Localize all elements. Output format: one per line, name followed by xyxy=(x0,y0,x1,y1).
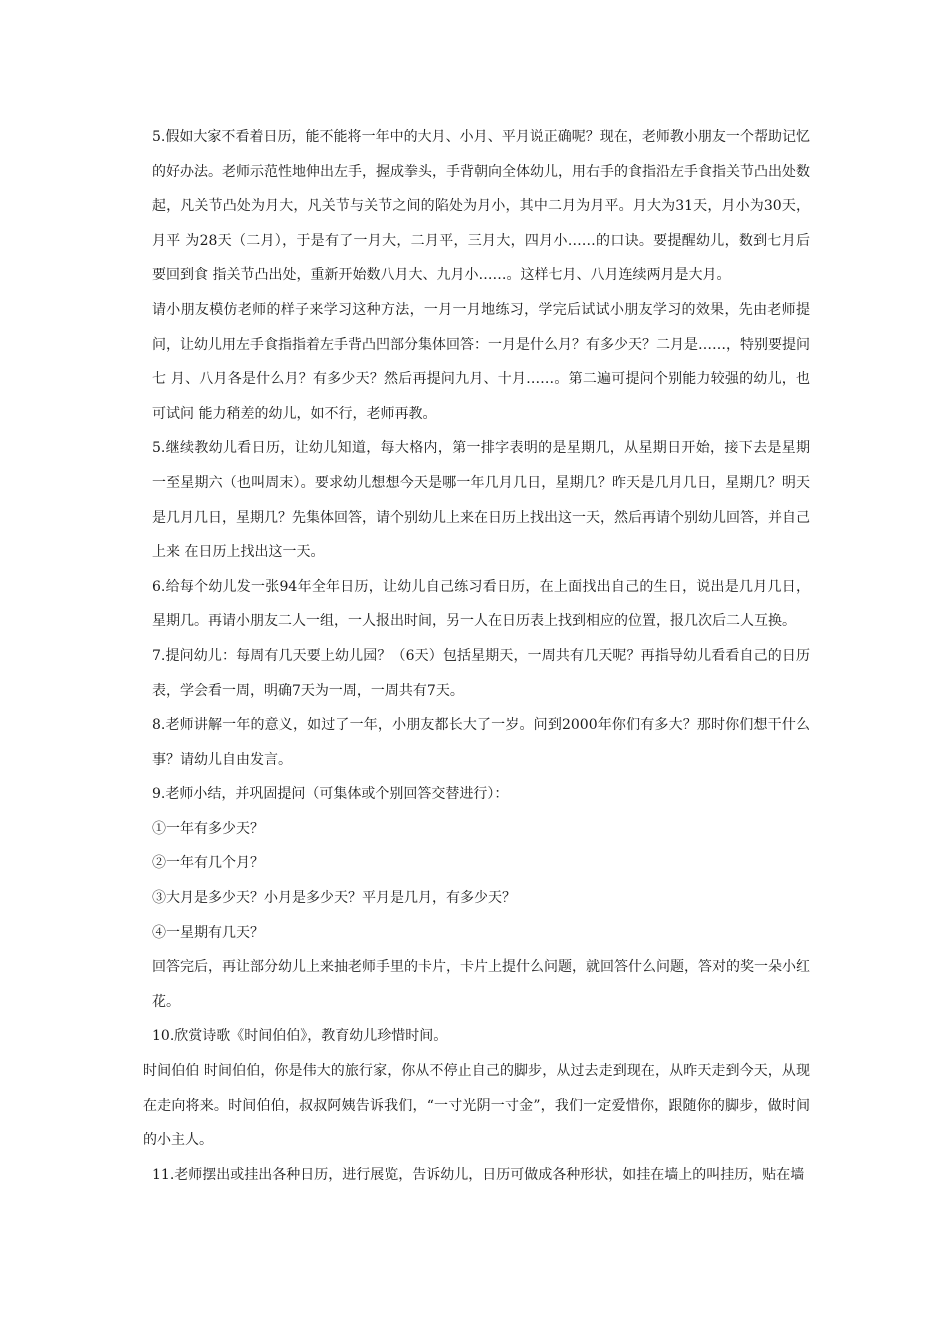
question-2: ②一年有几个月？ xyxy=(152,855,264,872)
paragraph-8-year-meaning: 8.老师讲解一年的意义，如过了一年，小朋友都长大了一岁。问到2000年你们有多大？那时你们想干什么 事？请幼儿自由发言。 xyxy=(152,717,810,768)
question-1: ①一年有多少天？ xyxy=(152,820,264,837)
question-3: ③大月是多少天？小月是多少天？平月是几月，有多少天？ xyxy=(152,890,516,907)
question-4: ④一星期有几天？ xyxy=(152,924,264,941)
paragraph-11-calendar-display: 11.老师摆出或挂出各种日历，进行展览，告诉幼儿，日历可做成各种形状，如挂在墙上的叫挂历，贴在墙 xyxy=(152,1166,805,1183)
paragraph-5-big-small-months: 5.假如大家不看着日历，能不能将一年中的大月、小月、平月说正确呢？现在，老师教小朋友一个帮助记忆的好办法。老师示范性地伸出左手，握成拳头，手背朝向全体幼儿，用右手的食指沿左手食指关节凸出处数 起，凡关节凸处为月大，凡关节与关节之间的陷处为月小，其中二月为月平。月大为31天，月小为30天，月平 为28天（二月），于是有了一月大，二月平，三月大，四月小……的口诀。要提醒幼儿，数到七月后要回到食 指关节凸出处，重新开始数八月大、九月小……。这样七月、八月连续两月是大月。 xyxy=(152,129,810,284)
document-body xyxy=(143,120,810,1192)
paragraph-6-calendar-practice: 6.给每个幼儿发一张94年全年日历，让幼儿自己练习看日历，在上面找出自己的生日，说出是几月几日，星期几。再请小朋友二人一组，一人报出时间，另一人在日历表上找到相应的位置，报几次后二人互换。 xyxy=(152,578,810,630)
paragraph-9-summary: 9.老师小结，并巩固提问（可集体或个别回答交替进行）： xyxy=(152,786,509,803)
paragraph-10-poem: 10.欣赏诗歌《时间伯伯》，教育幼儿珍惜时间。 xyxy=(152,1028,448,1045)
paragraph-7-week: 7.提问幼儿：每周有几天要上幼儿园？（6天）包括星期天，一周共有几天呢？再指导幼儿看看自己的日历表，学会看一周，明确7天为一周，一周共有7天。 xyxy=(152,647,810,699)
paragraph-5-weekdays: 5.继续教幼儿看日历，让幼儿知道，每大格内，第一排字表明的是星期几，从星期日开始，接下去是星期 一至星期六（也叫周末）。要求幼儿想想今天是哪一年几月几日，星期几？昨天是几月几日，星期几？明天是几月几日，星期几？先集体回答，请个别幼儿上来在日历上找出这一天，然后再请个别幼儿回答，并自己上来 在日历上找出这一天。 xyxy=(152,440,810,561)
poem-text: 时间伯伯 时间伯伯，你是伟大的旅行家，你从不停止自己的脚步，从过去走到现在，从昨天走到今天，从现在走向将来。时间伯伯，叔叔阿姨告诉我们，“一寸光阴一寸金”，我们一定爱惜你，跟随你的脚步，做时间的小主人。 xyxy=(143,1063,810,1149)
paragraph-card-game: 回答完后，再让部分幼儿上来抽老师手里的卡片，卡片上提什么问题，就回答什么问题，答对的奖一朵小红花。 xyxy=(152,959,810,1010)
paragraph-practice-method: 请小朋友模仿老师的样子来学习这种方法，一月一月地练习，学完后试试小朋友学习的效果，先由老师提问，让幼儿用左手食指指着左手背凸凹部分集体回答：一月是什么月？有多少天？二月是……，特别要提问七 月、八月各是什么月？有多少天？然后再提问九月、十月……。第二遍可提问个别能力较强的幼儿，也可试问 能力稍差的幼儿，如不行，老师再教。 xyxy=(152,301,810,422)
